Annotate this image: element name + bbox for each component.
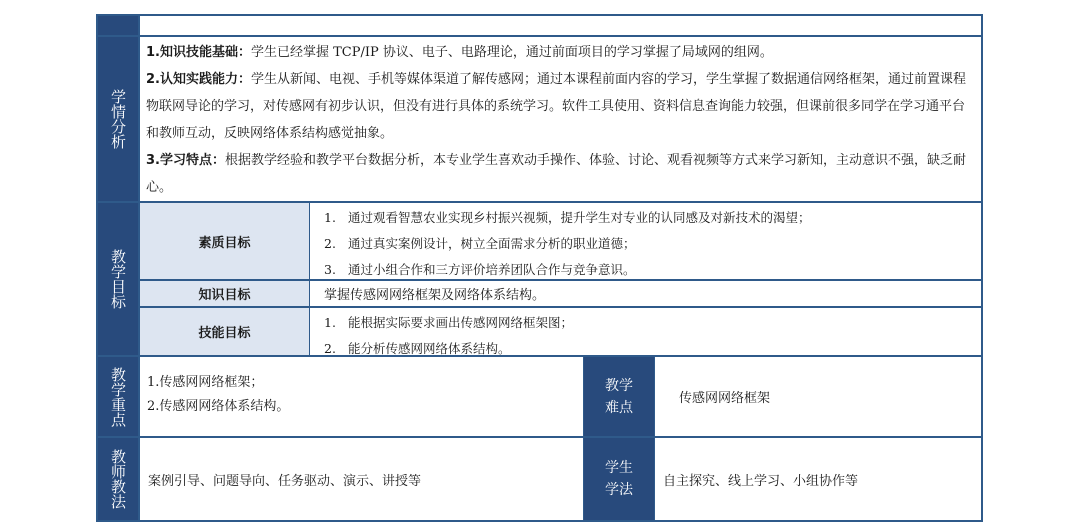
quality-item-2: 2. 通过真实案例设计，树立全面需求分析的职业道德； bbox=[324, 236, 636, 251]
key-point-1: 1.传感网网络框架； bbox=[147, 375, 264, 390]
key-point-2: 2.传感网网络体系结构。 bbox=[147, 399, 290, 414]
learner-analysis-content bbox=[140, 37, 981, 201]
teacher-method-text: 案例引导、问题导向、任务驱动、演示、讲授等 bbox=[140, 438, 584, 520]
student-method-text: 自主探究、线上学习、小组协作等 bbox=[654, 438, 981, 520]
difficulty-text: 传感网网络框架 bbox=[654, 357, 981, 436]
learner-analysis-header: 学情分析 bbox=[98, 37, 140, 201]
skill-objective-label: 技能目标 bbox=[140, 308, 310, 355]
quality-item-1: 1. 通过观看智慧农业实现乡村振兴视频，提升学生对专业的认同感及对新技术的渴望； bbox=[324, 210, 811, 225]
objectives-header: 教学目标 bbox=[98, 203, 140, 355]
top-row-header bbox=[98, 16, 140, 35]
analysis-item-1: 1.知识技能基础：学生已经掌握 TCP/IP 协议、电子、电路理论，通过前面项目的学习掌握了局域网的组网。 bbox=[146, 45, 773, 60]
knowledge-objective-text: 掌握传感网网络框架及网络体系结构。 bbox=[310, 281, 981, 308]
analysis-item-3: 3.学习特点：根据教学经验和教学平台数据分析，本专业学生喜欢动手操作、体验、讨论、观看视频等方式来学习新知，主动意识不强，缺乏耐心。 bbox=[146, 153, 966, 195]
methods-row bbox=[96, 438, 983, 522]
key-points-content bbox=[140, 357, 584, 436]
analysis-item-2: 2.认知实践能力：学生从新闻、电视、手机等媒体渠道了解传感网；通过本课程前面内容的学习，学生掌握了数据通信网络框架，通过前置课程物联网导论的学习，对传感网有初步认识，但没有进行具体的系统学习。软件工具使用、资料信息查询能力较强，但课前很多同学在学习通平台和教师互动，反映网络体系结构感觉抽象。 bbox=[146, 72, 966, 141]
student-method-header: 学生学法 bbox=[584, 438, 654, 520]
quality-item-3: 3. 通过小组合作和三方评价培养团队合作与竞争意识。 bbox=[324, 262, 636, 277]
knowledge-objective-label: 知识目标 bbox=[140, 281, 310, 308]
top-empty-row bbox=[96, 14, 983, 37]
lesson-plan-table bbox=[96, 14, 983, 522]
difficulty-header: 教学难点 bbox=[584, 357, 654, 436]
learner-analysis-row bbox=[96, 37, 983, 203]
objectives-row bbox=[96, 203, 983, 357]
teacher-method-header: 教师教法 bbox=[98, 438, 140, 520]
skill-objective-list bbox=[310, 308, 981, 355]
quality-objective-list bbox=[310, 203, 981, 281]
key-points-row bbox=[96, 357, 983, 438]
quality-objective-label: 素质目标 bbox=[140, 203, 310, 281]
key-points-header: 教学重点 bbox=[98, 357, 140, 436]
skill-item-1: 1. 能根据实际要求画出传感网网络框架图； bbox=[324, 315, 574, 330]
skill-item-2: 2. 能分析传感网网络体系结构。 bbox=[324, 341, 511, 356]
